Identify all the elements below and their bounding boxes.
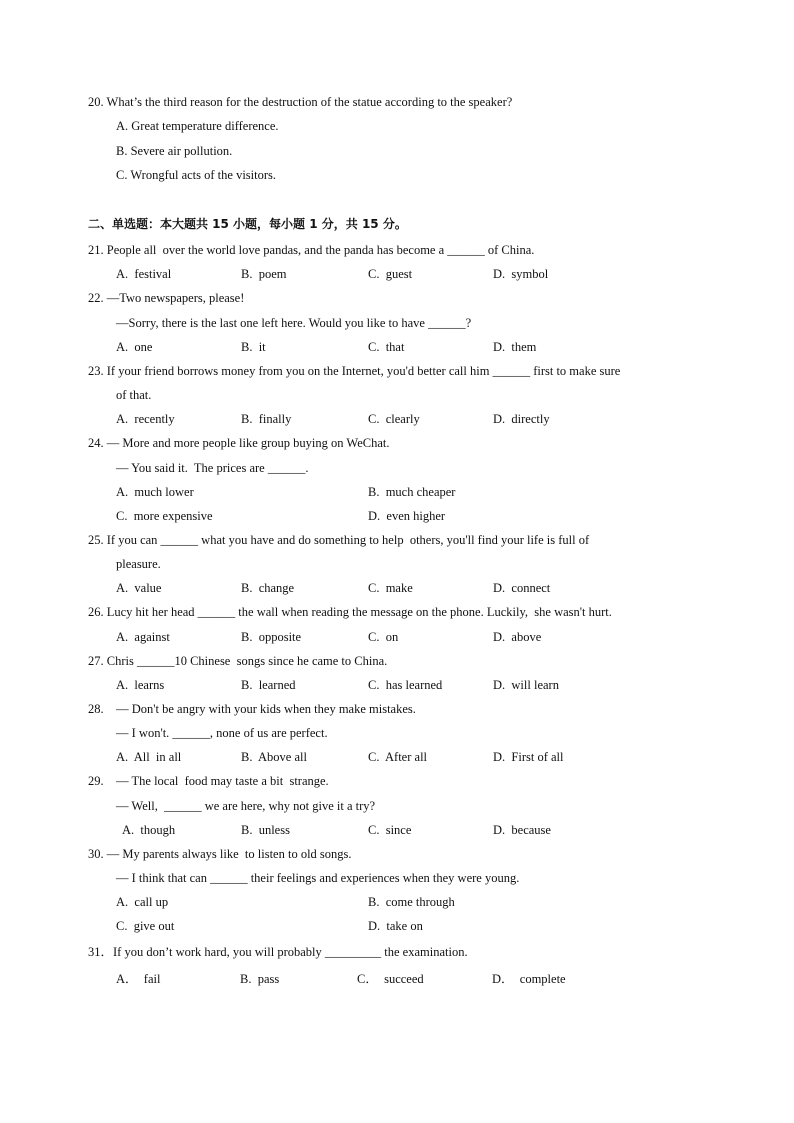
question-26-stem: 26. Lucy hit her head ______ the wall when reading the message on the phone. Luckily, she wasn't hurt. [88, 605, 612, 619]
question-23-option-c: C. clearly [368, 412, 420, 426]
question-20-option-b: B. Severe air pollution. [116, 144, 233, 158]
section-heading: 二、单选题：本大题共 15 小题，每小题 1 分，共 15 分。 [88, 217, 407, 231]
question-29-line-2: — Well, ______ we are here, why not give it a try? [116, 799, 376, 813]
question-29-stem: 29. — The local food may taste a bit strange. [88, 774, 329, 788]
question-28-line-2: — I won't. ______, none of us are perfect. [116, 726, 328, 740]
question-26-option-b: B. opposite [241, 630, 302, 644]
question-23-line-2: of that. [116, 388, 152, 402]
question-31-stem: 31．If you don’t work hard, you will probably _________ the examination. [88, 945, 468, 959]
question-20-stem: 20. What’s the third reason for the destruction of the statue according to the speaker? [88, 95, 513, 109]
question-28-option-a: A. All in all [116, 750, 182, 764]
question-30-option-d: D. take on [368, 919, 423, 933]
question-28-option-d: D. First of all [493, 750, 564, 764]
question-23-stem: 23. If your friend borrows money from you on the Internet, you'd better call him ______ first to make sure [88, 364, 621, 378]
question-30-stem: 30. — My parents always like to listen to old songs. [88, 847, 352, 861]
question-25-option-c: C. make [368, 581, 413, 595]
question-25-option-b: B. change [241, 581, 295, 595]
question-27-option-c: C. has learned [368, 678, 443, 692]
question-21-option-c: C. guest [368, 267, 413, 281]
question-25-option-d: D. connect [493, 581, 551, 595]
question-25-option-a: A. value [116, 581, 162, 595]
question-21-option-d: D. symbol [493, 267, 549, 281]
question-20-option-a: A. Great temperature difference. [116, 119, 279, 133]
question-22-option-c: C. that [368, 340, 405, 354]
question-26-option-d: D. above [493, 630, 542, 644]
question-28-stem: 28. — Don't be angry with your kids when they make mistakes. [88, 702, 416, 716]
question-30-option-a: A. call up [116, 895, 169, 909]
question-30-option-b: B. come through [368, 895, 455, 909]
question-22-option-b: B. it [241, 340, 266, 354]
question-23-option-a: A. recently [116, 412, 175, 426]
question-31-option-a: A． fail [116, 972, 161, 986]
question-24-option-b: B. much cheaper [368, 485, 456, 499]
question-26-option-a: A. against [116, 630, 170, 644]
question-23-option-b: B. finally [241, 412, 292, 426]
question-27-option-b: B. learned [241, 678, 296, 692]
question-24-stem: 24. — More and more people like group buying on WeChat. [88, 436, 390, 450]
question-30-line-2: — I think that can ______ their feelings and experiences when they were young. [116, 871, 520, 885]
question-30-option-c: C. give out [116, 919, 175, 933]
question-22-line-2: —Sorry, there is the last one left here. Would you like to have ______? [116, 316, 472, 330]
question-29-option-c: C. since [368, 823, 412, 837]
question-29-option-a: A. though [122, 823, 176, 837]
question-31-option-b: B. pass [240, 972, 280, 986]
question-28-option-b: B. Above all [241, 750, 307, 764]
question-22-option-a: A. one [116, 340, 153, 354]
question-27-stem: 27. Chris ______10 Chinese songs since he came to China. [88, 654, 388, 668]
question-21-option-b: B. poem [241, 267, 287, 281]
question-31-option-c: C． succeed [357, 972, 424, 986]
question-22-stem: 22. —Two newspapers, please! [88, 291, 245, 305]
question-20-option-c: C. Wrongful acts of the visitors. [116, 168, 277, 182]
question-22-option-d: D. them [493, 340, 537, 354]
question-24-option-d: D. even higher [368, 509, 446, 523]
question-23-option-d: D. directly [493, 412, 550, 426]
question-26-option-c: C. on [368, 630, 399, 644]
question-24-line-2: — You said it. The prices are ______. [116, 461, 309, 475]
question-29-option-b: B. unless [241, 823, 290, 837]
question-31-option-d: D． complete [492, 972, 566, 986]
question-24-option-a: A. much lower [116, 485, 194, 499]
question-27-option-d: D. will learn [493, 678, 559, 692]
question-21-option-a: A. festival [116, 267, 172, 281]
question-29-option-d: D. because [493, 823, 551, 837]
question-24-option-c: C. more expensive [116, 509, 213, 523]
question-28-option-c: C. After all [368, 750, 428, 764]
question-27-option-a: A. learns [116, 678, 165, 692]
question-21-stem: 21. People all over the world love pandas, and the panda has become a ______ of China. [88, 243, 535, 257]
question-25-line-2: pleasure. [116, 557, 161, 571]
question-25-stem: 25. If you can ______ what you have and do something to help others, you'll find your life is full of [88, 533, 590, 547]
